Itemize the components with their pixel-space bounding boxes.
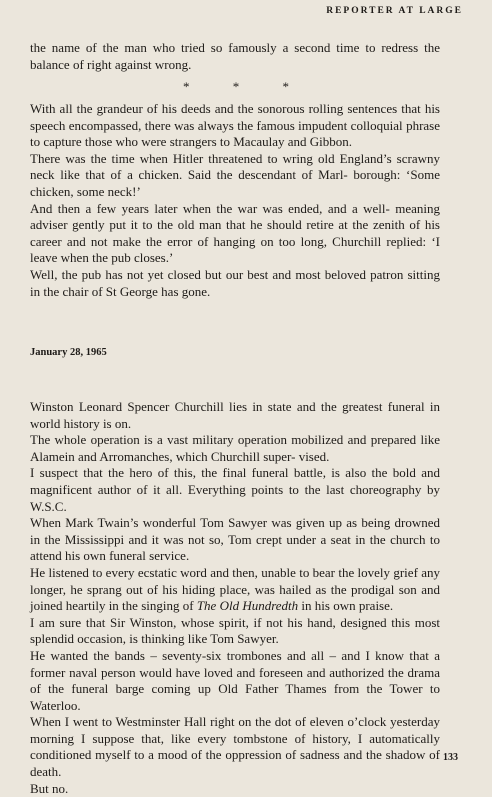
paragraph: He wanted the bands – seventy-six trombones and all – and I know that a former naval person would have loved and foreseen and authorized the drama of the funeral barge coming up Old Father Thames from the Tower to Waterloo. [30, 647, 440, 713]
section-one [30, 101, 440, 300]
paragraph: There was the time when Hitler threatened to wring old England’s scrawny neck like that of a chicken. Said the descendant of Marl- borough: ‘Some chicken, some neck!’ [30, 150, 440, 199]
dateline: January 28, 1965 [30, 347, 107, 358]
section-separator: * * * [183, 79, 309, 94]
running-head: REPORTER AT LARGE [326, 6, 463, 16]
paragraph: When I went to Westminster Hall right on the dot of eleven o’clock yesterday morning I suppose that, like every tombstone of history, I automatically conditioned myself to a mood of the oppression of sadness and the shadow of death. [30, 714, 440, 780]
page-number: 133 [443, 752, 458, 763]
paragraph: Winston Leonard Spencer Churchill lies in state and the greatest funeral in world history is on. [30, 399, 440, 431]
paragraph-text: in his own praise. [298, 598, 394, 614]
paragraph: With all the grandeur of his deeds and the sonorous rolling sentences that his speech encompassed, there was always the famous impudent colloquial phrase to capture those who were strangers to Macaulay and Gibbon. [30, 101, 440, 150]
paragraph [30, 565, 440, 615]
italic-title: The Old Hundredth [196, 598, 299, 614]
paragraph: Well, the pub has not yet closed but our best and most beloved patron sitting in the chair of St George has gone. [30, 266, 440, 299]
paragraph: I am sure that Sir Winston, whose spirit, if not his hand, designed this most splendid occasion, is thinking like Tom Sawyer. [30, 614, 440, 647]
paragraph-text: He listened to every ecstatic word and then, unable to bear the lovely grief any longer, he sprang out of his hiding place, was hailed as the prodigal son and joined heartily in the singing of [30, 564, 440, 614]
continued-paragraph [30, 40, 440, 73]
paragraph: I suspect that the hero of this, the final funeral battle, is also the bold and magnificent author of it all. Everything points to the last choreography by W.S.C. [30, 465, 440, 514]
section-two [30, 399, 440, 797]
paragraph: But no. [30, 780, 69, 796]
paragraph: When Mark Twain’s wonderful Tom Sawyer was given up as being drowned in the Mississippi and it was not so, Tom crept under a seat in the church to attend his own funeral service. [30, 515, 440, 564]
paragraph: the name of the man who tried so famously a second time to redress the balance of right against wrong. [30, 40, 440, 72]
paragraph: The whole operation is a vast military operation mobilized and prepared like Alamein and Arromanches, which Churchill super- vised. [30, 432, 440, 464]
paragraph: And then a few years later when the war was ended, and a well- meaning adviser gently put it to the old man that he should retire at the zenith of his career and not make the error of hanging on too long, Churchill replied: ‘I leave when the pub closes.’ [30, 200, 440, 266]
